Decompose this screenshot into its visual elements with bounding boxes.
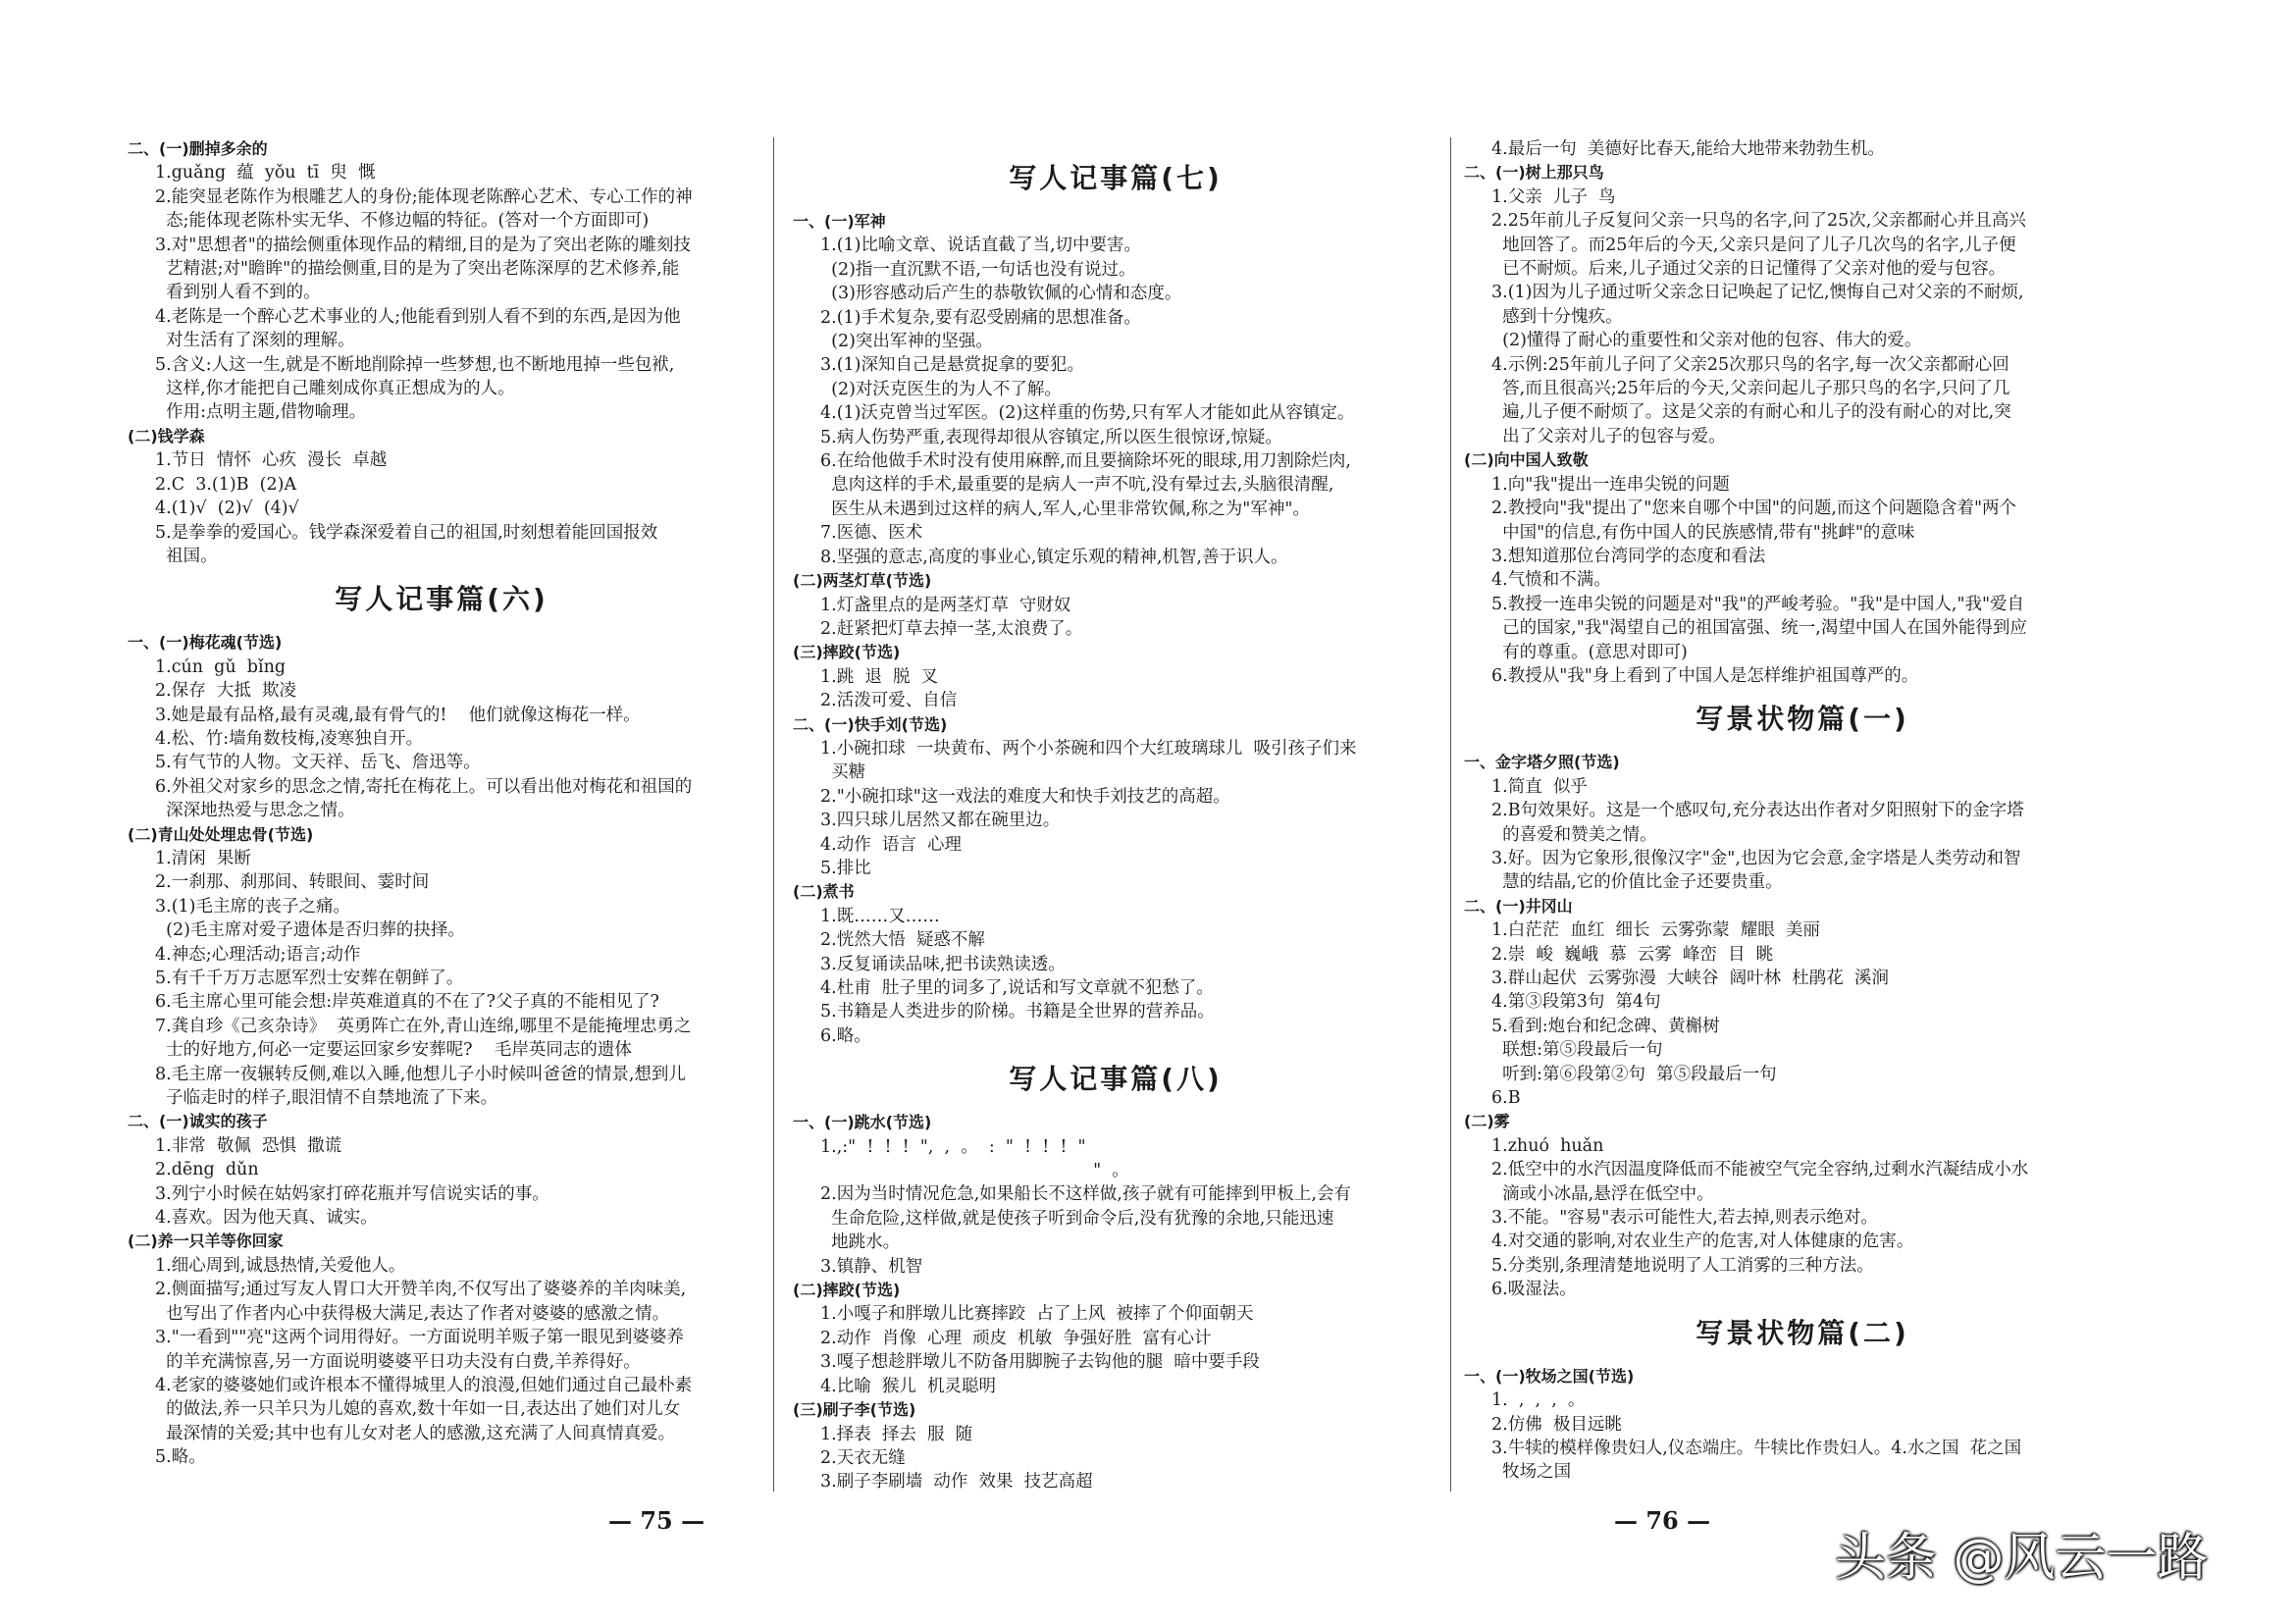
answer-line: 4.喜欢。因为他天真、诚实。 — [155, 1208, 378, 1229]
answer-line: 6.在给他做手术时没有使用麻醉,而且要摘除坏死的眼球,用刀割除烂肉, — [820, 451, 1351, 472]
answer-line: 1.既……又…… — [820, 906, 940, 926]
answer-line: 6.毛主席心里可能会想:岸英难道真的不在了?父子真的不能相见了? — [155, 992, 659, 1013]
subsection-heading: (二)两茎灯草(节选) — [793, 571, 932, 591]
watermark: 头条 @风云一路 — [1835, 1529, 2209, 1588]
answer-line: 2.因为当时情况危急,如果船长不这样做,孩子就有可能摔到甲板上,会有 — [820, 1184, 1351, 1205]
answer-line: 2.(1)手术复杂,要有忍受剧痛的思想准备。 — [820, 307, 1142, 328]
subsection-heading: (二)青山处处埋忠骨(节选) — [128, 824, 314, 844]
page-number-left: — 75 — — [608, 1506, 705, 1535]
answer-line: (3)形容感动后产生的恭敬钦佩的心情和态度。 — [820, 284, 1182, 304]
answer-line: 这样,你才能把自己雕刻成你真正想成为的人。 — [155, 379, 515, 399]
answer-line: 2.能突显老陈作为根雕艺人的身份;能体现老陈醉心艺术、专心工作的神 — [155, 186, 693, 207]
subsection-heading: (三)摔跤(节选) — [793, 643, 901, 662]
answer-line: 1.白茫茫 血红 细长 云雾弥蒙 耀眼 美丽 — [1491, 920, 1820, 941]
answer-line: 6.教授从"我"身上看到了中国人是怎样维护祖国尊严的。 — [1491, 665, 1919, 686]
answer-line: 2.恍然大悟 疑惑不解 — [820, 930, 985, 951]
answer-line: 3.想知道那位台湾同学的态度和看法 — [1491, 546, 1766, 566]
answer-line: 3.不能。"容易"表示可能性大,若去掉,则表示绝对。 — [1491, 1208, 1878, 1229]
subsection-heading: 一、(一)梅花魂(节选) — [128, 633, 283, 653]
answer-line: 的喜爱和赞美之情。 — [1491, 824, 1657, 845]
column-divider-left — [773, 137, 774, 1492]
answer-line: 2.仿佛 极目远眺 — [1491, 1414, 1622, 1435]
answer-line: (2)毛主席对爱子遗体是否归葬的抉择。 — [155, 920, 465, 941]
answer-line: 3.对"思想者"的描绘侧重体现作品的精细,目的是为了突出老陈的雕刻技 — [155, 235, 691, 255]
answer-line: 也写出了作者内心中获得极大满足,表达了作者对婆婆的感激之情。 — [155, 1303, 670, 1324]
answer-line: 中国"的信息,有伤中国人的民族感情,带有"挑衅"的意味 — [1491, 522, 1915, 543]
section-title: 写人记事篇(八) — [1009, 1063, 1223, 1096]
answer-column-2 — [793, 147, 1438, 1494]
answer-line: (2)对沃克医生的为人不了解。 — [820, 379, 1062, 399]
answer-line: " 。 — [820, 1161, 1129, 1181]
column-divider-right — [1450, 137, 1451, 1492]
answer-line: 作用:点明主题,借物喻理。 — [155, 402, 367, 423]
answer-line: 出了父亲对儿子的包容与爱。 — [1491, 426, 1726, 446]
answer-line: 1.细心周到,诚恳热情,关爱他人。 — [155, 1255, 406, 1276]
answer-line: 1.灯盏里点的是两茎灯草 守财奴 — [820, 595, 1071, 615]
answer-line: 5.有气节的人物。文天祥、岳飞、詹迅等。 — [155, 753, 481, 773]
answer-line: 2.崇 峻 巍峨 慕 云雾 峰峦 目 眺 — [1491, 944, 1774, 965]
answer-line: 2.低空中的水汽因温度降低而不能被空气完全容纳,过剩水汽凝结成小水 — [1491, 1160, 2029, 1180]
answer-line: 4.气愤和不满。 — [1491, 570, 1611, 591]
subsection-heading: (二)雾 — [1464, 1112, 1510, 1131]
answer-line: 地回答了。而25年后的今天,父亲只是问了儿子几次鸟的名字,儿子便 — [1491, 235, 2016, 255]
answer-line: 医生从未遇到过这样的病人,军人,心里非常钦佩,称之为"军神"。 — [820, 498, 1310, 519]
section-title: 写人记事篇(六) — [335, 583, 548, 616]
answer-line: 7.龚自珍《己亥杂诗》 英勇阵亡在外,青山连绵,哪里不是能掩埋忠勇之 — [155, 1016, 692, 1036]
answer-line: 子临走时的样子,眼泪情不自禁地流了下来。 — [155, 1088, 498, 1109]
answer-line: 慧的结晶,它的价值比金子还要贵重。 — [1491, 872, 1783, 893]
subsection-heading: 二、(一)树上那只鸟 — [1464, 163, 1604, 183]
answer-line: 2.动作 肖像 心理 顽皮 机敏 争强好胜 富有心计 — [820, 1328, 1212, 1348]
answer-line: 4.对交通的影响,对农业生产的危害,对人体健康的危害。 — [1491, 1231, 1914, 1252]
answer-line: 牧场之国 — [1491, 1462, 1572, 1483]
answer-line: 1.小碗扣球 一块黄布、两个小茶碗和四个大红玻璃球儿 吸引孩子们来 — [820, 738, 1357, 759]
answer-line: 3.她是最有品格,最有灵魂,最有骨气的! 他们就像这梅花一样。 — [155, 705, 641, 725]
answer-line: 8.坚强的意志,高度的事业心,镇定乐观的精神,机智,善于识人。 — [820, 547, 1288, 567]
answer-line: 祖国。 — [155, 546, 218, 566]
answer-line: 最深情的关爱;其中也有儿女对老人的感激,这充满了人间真情真爱。 — [155, 1423, 676, 1443]
answer-line: (2)指一直沉默不语,一句话也没有说过。 — [820, 259, 1136, 280]
answer-line: 2.dēng dǔn — [155, 1160, 259, 1180]
answer-line: 听到:第⑥段第②句 第⑤段最后一句 — [1491, 1064, 1777, 1084]
answer-line: 地跳水。 — [820, 1232, 901, 1253]
answer-line: 的做法,养一只羊只为儿媳的喜欢,数十年如一日,表达出了她们对儿女 — [155, 1399, 681, 1420]
page-number-right: — 76 — — [1614, 1506, 1711, 1535]
answer-line: 2.一刹那、刹那间、转眼间、霎时间 — [155, 872, 430, 893]
answer-line: 2.C 3.(1)B (2)A — [155, 474, 297, 495]
answer-line: 5.看到:炮台和纪念碑、黄槲树 — [1491, 1016, 1720, 1036]
answer-line: 1.择表 择去 服 随 — [820, 1424, 973, 1444]
subsection-heading: (三)刷子李(节选) — [793, 1400, 916, 1420]
answer-line: 1.guǎng 蕴 yǒu tī 臾 慨 — [155, 163, 376, 183]
section-title: 写景状物篇(一) — [1696, 703, 1909, 736]
answer-line: 5.教授一连串尖锐的问题是对"我"的严峻考验。"我"是中国人,"我"爱自 — [1491, 594, 2025, 614]
subsection-heading: (二)煮书 — [793, 882, 855, 902]
answer-line: 3.列宁小时候在姑妈家打碎花瓶并写信说实话的事。 — [155, 1183, 549, 1204]
answer-line: 艺精湛;对"瞻眸"的描绘侧重,目的是为了突出老陈深厚的艺术修养,能 — [155, 259, 680, 280]
subsection-heading: 二、(一)快手刘(节选) — [793, 714, 948, 734]
answer-line: 2.25年前儿子反复问父亲一只鸟的名字,问了25次,父亲都耐心并且高兴 — [1491, 211, 2026, 232]
answer-line: 买糖 — [820, 762, 866, 783]
subsection-heading: (二)养一只羊等你回家 — [128, 1231, 284, 1251]
answer-line: 3.(1)深知自己是悬赏捉拿的要犯。 — [820, 355, 1084, 376]
answer-line: 4.示例:25年前儿子问了父亲25次那只鸟的名字,每一次父亲都耐心回 — [1491, 354, 2009, 375]
answer-line: 8.毛主席一夜辗转反侧,难以入睡,他想儿子小时候叫爸爸的情景,想到儿 — [155, 1064, 686, 1084]
answer-line: 4.松、竹:墙角数枝梅,凌寒独自开。 — [155, 728, 424, 749]
answer-line: 5.含义:人这一生,就是不断地削除掉一些梦想,也不断地甩掉一些包袱, — [155, 354, 675, 375]
answer-line: 4.老陈是一个醉心艺术事业的人;他能看到别人看不到的东西,是因为他 — [155, 306, 681, 327]
subsection-heading: (二)向中国人致敬 — [1464, 450, 1589, 470]
subsection-heading: 二、(一)删掉多余的 — [128, 139, 268, 158]
section-title: 写景状物篇(二) — [1696, 1316, 1909, 1349]
answer-line: 5.书籍是人类进步的阶梯。书籍是全世界的营养品。 — [820, 1002, 1215, 1022]
answer-line: 1.小嘎子和胖墩儿比赛摔跤 占了上风 被摔了个仰面朝天 — [820, 1304, 1254, 1325]
answer-line: 4.比喻 猴儿 机灵聪明 — [820, 1376, 996, 1396]
answer-line: 6.外祖父对家乡的思念之情,寄托在梅花上。可以看出他对梅花和祖国的 — [155, 776, 693, 797]
answer-line: 3."一看到""亮"这两个词用得好。一方面说明羊贩子第一眼见到婆婆养 — [155, 1328, 684, 1348]
answer-line: 遍,儿子便不耐烦了。这是父亲的有耐心和儿子的没有耐心的对比,突 — [1491, 402, 2011, 423]
answer-line: 3.群山起伏 云雾弥漫 大峡谷 阔叶林 杜鹃花 溪涧 — [1491, 969, 1889, 988]
answer-line: 1.节日 情怀 心疚 漫长 卓越 — [155, 450, 388, 471]
answer-line: 5.分类别,条理清楚地说明了人工消雾的三种方法。 — [1491, 1255, 1874, 1276]
answer-line: 对生活有了深刻的理解。 — [155, 331, 355, 351]
answer-line: 3.反复诵读品味,把书读熟读透。 — [820, 954, 1066, 974]
answer-line: 3.四只球儿居然又都在碗里边。 — [820, 811, 1061, 831]
answer-line: 5.是拳拳的爱国心。钱学森深爱着自己的祖国,时刻想着能回国报效 — [155, 522, 658, 543]
answer-line: 1.,:" ! ! ! ", , 。 : " ! ! ! " — [820, 1136, 1086, 1157]
subsection-heading: 一、(一)军神 — [793, 212, 886, 231]
subsection-heading: 二、(一)诚实的孩子 — [128, 1112, 268, 1131]
answer-line: 1.zhuó huǎn — [1491, 1135, 1604, 1156]
answer-line: 深深地热爱与思念之情。 — [155, 801, 355, 821]
answer-line: 2.B句效果好。这是一个感叹句,充分表达出作者对夕阳照射下的金字塔 — [1491, 801, 2024, 821]
subsection-heading: 一、金字塔夕照(节选) — [1464, 753, 1620, 772]
answer-column-1 — [128, 137, 756, 1470]
answer-line: (2)突出军神的坚强。 — [820, 332, 993, 352]
answer-line: 6.吸湿法。 — [1491, 1280, 1577, 1300]
answer-line: 己的国家,"我"渴望自己的祖国富强、统一,渴望中国人在国外能得到应 — [1491, 618, 2027, 639]
answer-line: 1.父亲 儿子 鸟 — [1491, 186, 1616, 207]
answer-line: 2.活泼可爱、自信 — [820, 691, 958, 711]
answer-line: 1.跳 退 脱 叉 — [820, 666, 939, 687]
answer-line: 4.老家的婆婆她们或许根本不懂得城里人的浪漫,但她们通过自己最朴素 — [155, 1375, 693, 1395]
answer-line: 3.刷子李刷墙 动作 效果 技艺高超 — [820, 1472, 1093, 1493]
answer-line: 5.略。 — [155, 1447, 206, 1468]
answer-line: 态;能体现老陈朴实无华、不修边幅的特征。(答对一个方面即可) — [155, 211, 650, 232]
answer-line: 1. , , , 。 — [1491, 1390, 1586, 1411]
answer-line: 3.(1)毛主席的丧子之痛。 — [155, 896, 350, 917]
answer-line: 6.略。 — [820, 1025, 871, 1046]
answer-line: 2.侧面描写;通过写友人胃口大开赞羊肉,不仅写出了婆婆养的羊肉味美, — [155, 1280, 687, 1300]
answer-column-3 — [1464, 137, 2141, 1485]
answer-line: 3.嘎子想趁胖墩儿不防备用脚腕子去钩他的腿 暗中要手段 — [820, 1352, 1260, 1373]
answer-line: 2."小碗扣球"这一戏法的难度大和快手刘技艺的高超。 — [820, 786, 1230, 807]
answer-line: 1.简直 似乎 — [1491, 776, 1588, 797]
answer-line: 6.B — [1491, 1088, 1521, 1109]
answer-line: 3.镇静、机智 — [820, 1256, 923, 1277]
answer-line: 5.有千千万万志愿军烈士安葬在朝鲜了。 — [155, 969, 464, 988]
answer-line: 4.神态;心理活动;语言;动作 — [155, 944, 361, 965]
answer-line: 7.医德、医术 — [820, 523, 923, 544]
answer-line: 已不耐烦。后来,儿子通过父亲的日记懂得了父亲对他的爱与包容。 — [1491, 259, 2007, 280]
answer-line: 1.(1)比喻文章、说话直截了当,切中要害。 — [820, 236, 1142, 256]
answer-line: 4.(1)沃克曾当过军医。(2)这样重的伤势,只有军人才能如此从容镇定。 — [820, 403, 1355, 424]
answer-line: 4.(1)√ (2)√ (4)√ — [155, 498, 299, 519]
answer-line: 息肉这样的手术,最重要的是病人一声不吭,没有晕过去,头脑很清醒, — [820, 475, 1334, 496]
answer-line: 1.cún gǔ bǐng — [155, 656, 287, 677]
answer-line: 滴或小冰晶,悬浮在低空中。 — [1491, 1183, 1714, 1204]
answer-line: 生命危险,这样做,就是使孩子听到命令后,没有犹豫的余地,只能迅速 — [820, 1208, 1334, 1229]
answer-line: 答,而且很高兴;25年后的今天,父亲问起儿子那只鸟的名字,只问了几 — [1491, 379, 2010, 399]
answer-line: 1.向"我"提出一连串尖锐的问题 — [1491, 474, 1730, 495]
answer-line: 4.最后一句 美德好比春天,能给大地带来勃勃生机。 — [1491, 139, 1885, 159]
answer-line: 1.清闲 果断 — [155, 848, 251, 868]
answer-line: 4.第③段第3句 第4句 — [1491, 992, 1661, 1013]
answer-line: 3.好。因为它象形,很像汉字"金",也因为它会意,金字塔是人类劳动和智 — [1491, 848, 2021, 868]
subsection-heading: (二)摔跤(节选) — [793, 1281, 901, 1300]
answer-line: 2.教授向"我"提出了"您来自哪个中国"的问题,而这个问题隐含着"两个 — [1491, 498, 2017, 519]
answer-line: 3.(1)因为儿子通过听父亲念日记唤起了记忆,懊悔自己对父亲的不耐烦, — [1491, 283, 2024, 303]
answer-line: 5.病人伤势严重,表现得却很从容镇定,所以医生很惊讶,惊疑。 — [820, 427, 1282, 447]
answer-line: 看到别人看不到的。 — [155, 283, 321, 303]
subsection-heading: 一、(一)跳水(节选) — [793, 1113, 932, 1132]
answer-line: 士的好地方,何必一定要运回家乡安葬呢? 毛岸英同志的遗体 — [155, 1040, 632, 1061]
answer-line: 1.非常 敬佩 恐惧 撒谎 — [155, 1135, 342, 1156]
subsection-heading: 一、(一)牧场之国(节选) — [1464, 1366, 1635, 1386]
answer-line: (2)懂得了耐心的重要性和父亲对他的包容、伟大的爱。 — [1491, 331, 1922, 351]
subsection-heading: 二、(一)井冈山 — [1464, 896, 1573, 916]
answer-line: 有的尊重。(意思对即可) — [1491, 642, 1688, 662]
answer-line: 5.排比 — [820, 858, 871, 878]
answer-line: 4.动作 语言 心理 — [820, 834, 962, 855]
answer-line: 3.牛犊的模样像贵妇人,仪态端庄。牛犊比作贵妇人。4.水之国 花之国 — [1491, 1438, 2022, 1458]
subsection-heading: (二)钱学森 — [128, 426, 205, 445]
answer-line: 2.保存 大抵 欺凌 — [155, 681, 296, 702]
answer-line: 的羊充满惊喜,另一方面说明婆婆平日功夫没有白费,羊养得好。 — [155, 1351, 641, 1372]
answer-line: 2.赶紧把灯草去掉一茎,太浪费了。 — [820, 618, 1083, 639]
answer-line: 联想:第⑤段最后一句 — [1491, 1040, 1663, 1061]
section-title: 写人记事篇(七) — [1009, 162, 1223, 194]
answer-line: 2.天衣无缝 — [820, 1447, 906, 1468]
answer-line: 4.杜甫 肚子里的词多了,说话和写文章就不犯愁了。 — [820, 978, 1214, 998]
answer-line: 感到十分愧疚。 — [1491, 306, 1623, 327]
